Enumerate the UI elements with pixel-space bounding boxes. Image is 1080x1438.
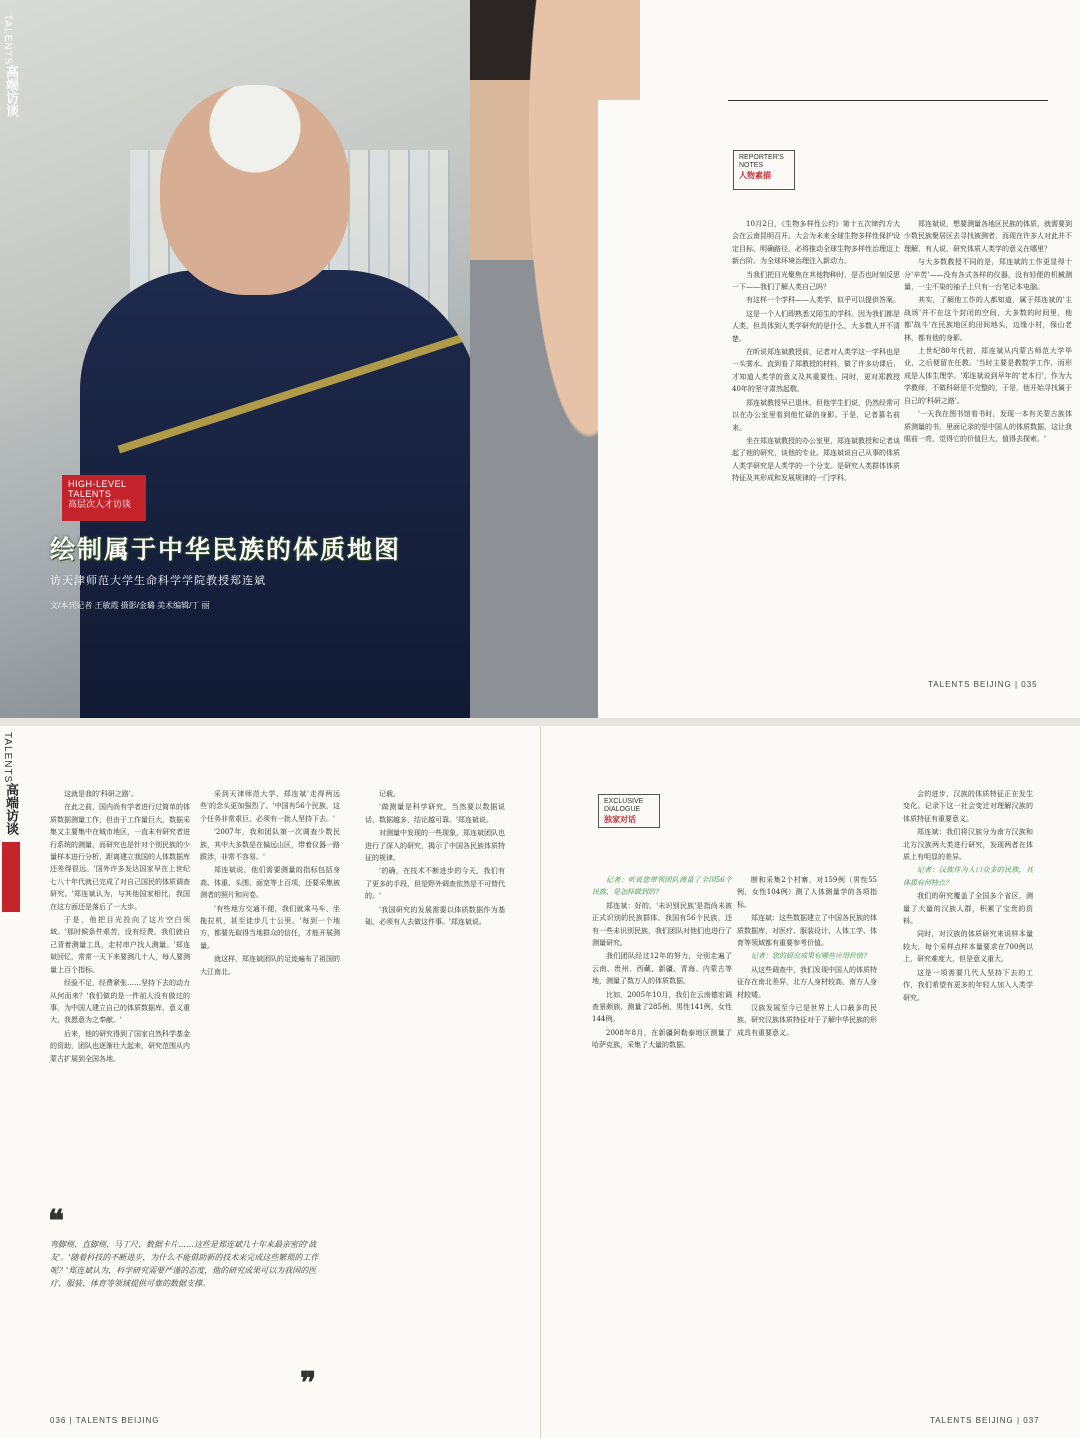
section-tab-zh: 高端访谈 [4,783,19,836]
badge-line1: HIGH-LEVEL [68,479,127,489]
feature-photo [0,0,640,718]
bottom-spread [0,726,1080,1438]
text-column-a [50,788,190,1208]
section-tab-zh: 高端访谈 [4,65,19,118]
paragraph: 对测量中发现的一些现象，郑连斌团队也进行了深入的研究，揭示了中国各民族体质特征的规律。 [365,829,505,863]
paragraph: 断和采集2个村寨，对159例（男性55例，女性104例）测了人体测量学的各项指标。 [737,876,877,909]
paragraph: 从这些调查中，我们发现中国人的体质特征存在南北差异，北方人身材较高，南方人身材较矮。 [737,965,877,999]
paragraph: 后来，他的研究得到了国家自然科学基金的资助，团队也逐渐壮大起来，研究范围从内蒙古扩展到全国各地。 [50,1029,190,1063]
paragraph: 同时，对汉族的体质研究来说样本量较大，每个采样点样本量要求在700例以上，研究难度大，但是意义重大。 [903,930,1033,964]
paragraph: 这是一个人们即熟悉又陌生的学科。因为我们都是人类，但具体到人类学研究的是什么，大多数人并不清楚。 [732,309,900,343]
paragraph: 坐在郑连斌教授的办公室里，郑连斌教授和记者谈起了他的研究，谈他的专业。郑连斌说自己从事的体质人类学研究是人类学的一个分支。是研究人类群体体质特征及其形成和发展规律的一门学科。 [732,436,900,483]
badge-line3: 高层次人才访谈 [68,499,132,509]
paragraph: 经验不足，经费紧张……坚持下去的动力从何而来？'我们做的是一件前人没有做过的事，为中国人建立自己的体质数据库，意义重大，我愿意为之奉献。' [50,979,190,1025]
reporters-notes-box [733,150,795,190]
header-rule [728,100,1048,101]
paragraph: 就这样，郑连斌团队的足迹遍布了祖国的大江南北。 [200,955,340,976]
paragraph: 其实，了解他工作的人都知道，属于郑连斌的'主战场'并不在这个封闭的空间，大多数的时间里，他都'战斗'在民族地区的田间地头，边缘小村，保山老林，都有他的身影。 [904,296,1072,342]
page-gutter [540,726,541,1438]
paragraph: 与大多数教授不同的是，郑连斌的工作更显得十分'辛苦'——没有各式各样的仪器，没有轻便的机械测量，一尘不染的袖子上只有一台笔记本电脑。 [904,258,1072,292]
paragraph: '有些地方交通不便，我们就乘马车、坐拖拉机，甚至徒步几十公里。'每到一个地方，都要先取得当地群众的信任，才能开展测量。 [200,904,340,950]
text-column-2 [904,218,1072,673]
page-folio-left: 036 | TALENTS BEIJING [50,1416,160,1425]
notes-zh: 人物素描 [739,171,771,180]
paragraph: '一天我在图书馆看书时，发现一本有关蒙古族体质测量的书，里面记录的是中国人的体质数据，这让我眼前一亮，觉得它的价值巨大，值得去探索。' [904,410,1072,443]
article-byline: 文/本刊记者 王敏霞 摄影/金璐 美术编辑/丁 丽 [50,601,210,610]
paragraph: 这是一项需要几代人坚持下去的工作，我们希望有更多的年轻人加入人类学研究。 [903,968,1033,1002]
paragraph: 比如，2005年10月，我们在云南德宏调查景颇族，测量了285例，男性141例，女性144例。 [592,990,732,1024]
dialogue-en2: DIALOGUE [604,806,641,813]
paragraph: '我国研究的发展需要以体质数据作为基础，必须有人去做这件事。'郑连斌说。 [365,905,505,927]
paragraph: 郑连斌说，想要测量各地区民族的体质，就需要到少数民族聚居区去寻找被测者，而现在许多人对此并不理解，有人说，研究体质人类学的意义在哪里？ [904,220,1072,253]
text-column-d [592,874,732,1394]
paragraph: 汉族发展至今已是世界上人口最多的民族，研究汉族体质特征对于了解中华民族的形成具有重要意义。 [737,1004,877,1037]
paragraph: 郑连斌：我们将汉族分为南方汉族和北方汉族两大类进行研究，发现两者在体质上有明显的差异。 [903,828,1033,862]
interview-question: 记者：您的研究成果有哪些应用价值？ [751,952,870,961]
paragraph: 采到天津师范大学，郑连斌'走得两远些'的念头更加强烈了。'中国有56个民族，这个任务非常艰巨，必须有一批人坚持下去。' [200,790,340,823]
paragraph: 郑连斌：这些数据建立了中国各民族的体质数据库，对医疗、服装设计、人体工学、体育等领域都有重要参考价值。 [737,914,877,948]
top-spread [0,0,1080,718]
open-quote-icon: ❝ [48,1204,65,1239]
paragraph: 当我们把目光聚焦在其他物种时，是否也时刻反思一下——我们了解人类自己吗？ [732,270,900,292]
section-tab-en: TALENTS [2,14,13,66]
text-column-1 [732,218,900,673]
page-folio: TALENTS BEIJING | 035 [928,680,1038,689]
interview-question: 记者：汉族作为人口众多的民族，其体质有何特点？ [903,866,1033,887]
paragraph: 会的进步，汉族的体质特征正在发生变化。记录下这一社会变迁对理解汉族的体质特征有重要意义。 [903,790,1033,823]
page-folio-right: TALENTS BEIJING | 037 [930,1416,1040,1425]
paragraph: 郑连斌：好的。'未识别民族'是指尚未被正式识别的民族群体。我国有56个民族，还有一些未识别民族，我们团队对他们也进行了测量研究。 [592,901,732,948]
exclusive-dialogue-box [598,794,660,828]
dialogue-en1: EXCLUSIVE [604,798,644,805]
close-quote-icon: ❞ [300,1366,317,1401]
paragraph: 这就是我的'科研之路'。 [64,790,138,798]
section-tab [2,732,20,835]
interview-question: 记者：听说您带领团队测量了全国56个民族，是怎样做到的？ [592,876,732,897]
paragraph: '2007年，我和团队第一次调查少数民族，其中大多数是在偏远山区，带着仪器一路跋涉，非常不容易。' [200,828,340,862]
dialogue-zh: 独家对话 [604,815,636,824]
section-tab-en: TALENTS [2,732,13,784]
article-headline: 绘制属于中华民族的体质地图 [50,535,402,564]
text-column-f [903,788,1033,1398]
professor-head [160,85,350,295]
section-tab-bar [2,842,20,912]
section-tab [2,14,20,117]
paragraph: 2008年8月，在新疆阿勒泰地区测量了哈萨克族，采集了大量的数据。 [592,1028,732,1050]
article-subhead: 访天津师范大学生命科学学院教授郑连斌 [50,575,266,587]
paragraph: 郑连斌说，他们需要测量的指标包括身高、体重、头围、面宽等上百项，还要采集被测者的照片和问卷。 [200,866,340,900]
paragraph: '的确，在技术不断进步的今天，我们有了更多的手段，但是野外调查依然是不可替代的。' [365,867,505,901]
right-page-top [598,100,1080,718]
paragraph: 在昕说郑连斌教授前，记者对人类学这一学科也是一头雾水。直到看了郑教授的材料，做了许多功课后，才知道人类学的意义及其重要性。同时，更对郑教授40年的坚守肃然起敬。 [732,348,900,394]
text-column-b [200,788,340,1208]
text-column-c [365,788,505,1388]
paragraph: '做测量是科学研究，当然要以数据说话，数据越多，结论越可靠。'郑连斌说。 [365,803,505,824]
paragraph: 于是，他把目光投向了这片空白领域。'那时候条件艰苦，没有经费，我们就自己背着测量工具，走村串户找人测量。'郑连斌回忆，常常一天下来要测几十人，每人要测量上百个指标。 [50,916,190,974]
pull-quote: 弯脚规、直脚规、马丁尺、数据卡片……这些是郑连斌几十年来最亲密的'战友'。'随着科技的不断进步，为什么不能借助新的技术来完成这些繁琐的工作呢？'郑连斌认为，科学研究需要严谨的态度，他的研究成果可以为我国的医疗、服装、体育等领域提供可靠的数据支撑。 [50,1240,319,1288]
paragraph: 郑连斌教授早已退休，但他学生们说，仍然经常可以在办公室里看到他忙碌的身影。于是，记者慕名前来。 [732,398,900,432]
paragraph: 记载。 [379,790,400,798]
paragraph: 在此之前，国内尚有学者进行过简单的体质数据测量工作，但由于工作量巨大，数据采集又主要集中在城市地区，一直未有研究者进行系统的测量，而研究也是针对个别民族的少量样本进行分析，距离建立我国的人体数据库还差得很远。'国外许多发达国家早在上世纪七八十年代就已完成了对自己国民的体质调查研究。'郑连斌认为，与其他国家相比，我国在这方面还是落后了一大步。 [50,803,190,911]
paragraph: 上世纪80年代初，郑连斌从内蒙古师范大学毕业，之后便留在任教。'当时主要是教数学工作，而形成是人体生理学。'郑连斌说到早年的'老本行'，作为大学教师，不做科研是不完整的，于是，他开始寻找属于自己的'科研之路'。 [904,347,1072,405]
notes-en2: NOTES [739,162,764,169]
paragraph: 10月2日，《生物多样性公约》第十五次缔约方大会在云南昆明召开。大会为未来全球生物多样性保护设定目标，明确路径，必将推动全球生物多样性治理迈上新台阶。为全球环境治理注入新动力。 [732,220,900,266]
paragraph: 我们的研究覆盖了全国多个省区，测量了大量的汉族人群，积累了宝贵的资料。 [903,892,1033,926]
paragraph: 我们团队经过12年的努力，分别走遍了云南、贵州、西藏、新疆、青海、内蒙古等地，测量了数万人的体质数据。 [592,952,732,986]
badge-line2: TALENTS [68,489,112,499]
talents-badge [62,475,146,521]
notes-en1: REPORTER'S [739,154,784,161]
text-column-e [737,874,877,1394]
paragraph: 有这样一个学科——人类学，似乎可以提供答案。 [746,296,900,305]
